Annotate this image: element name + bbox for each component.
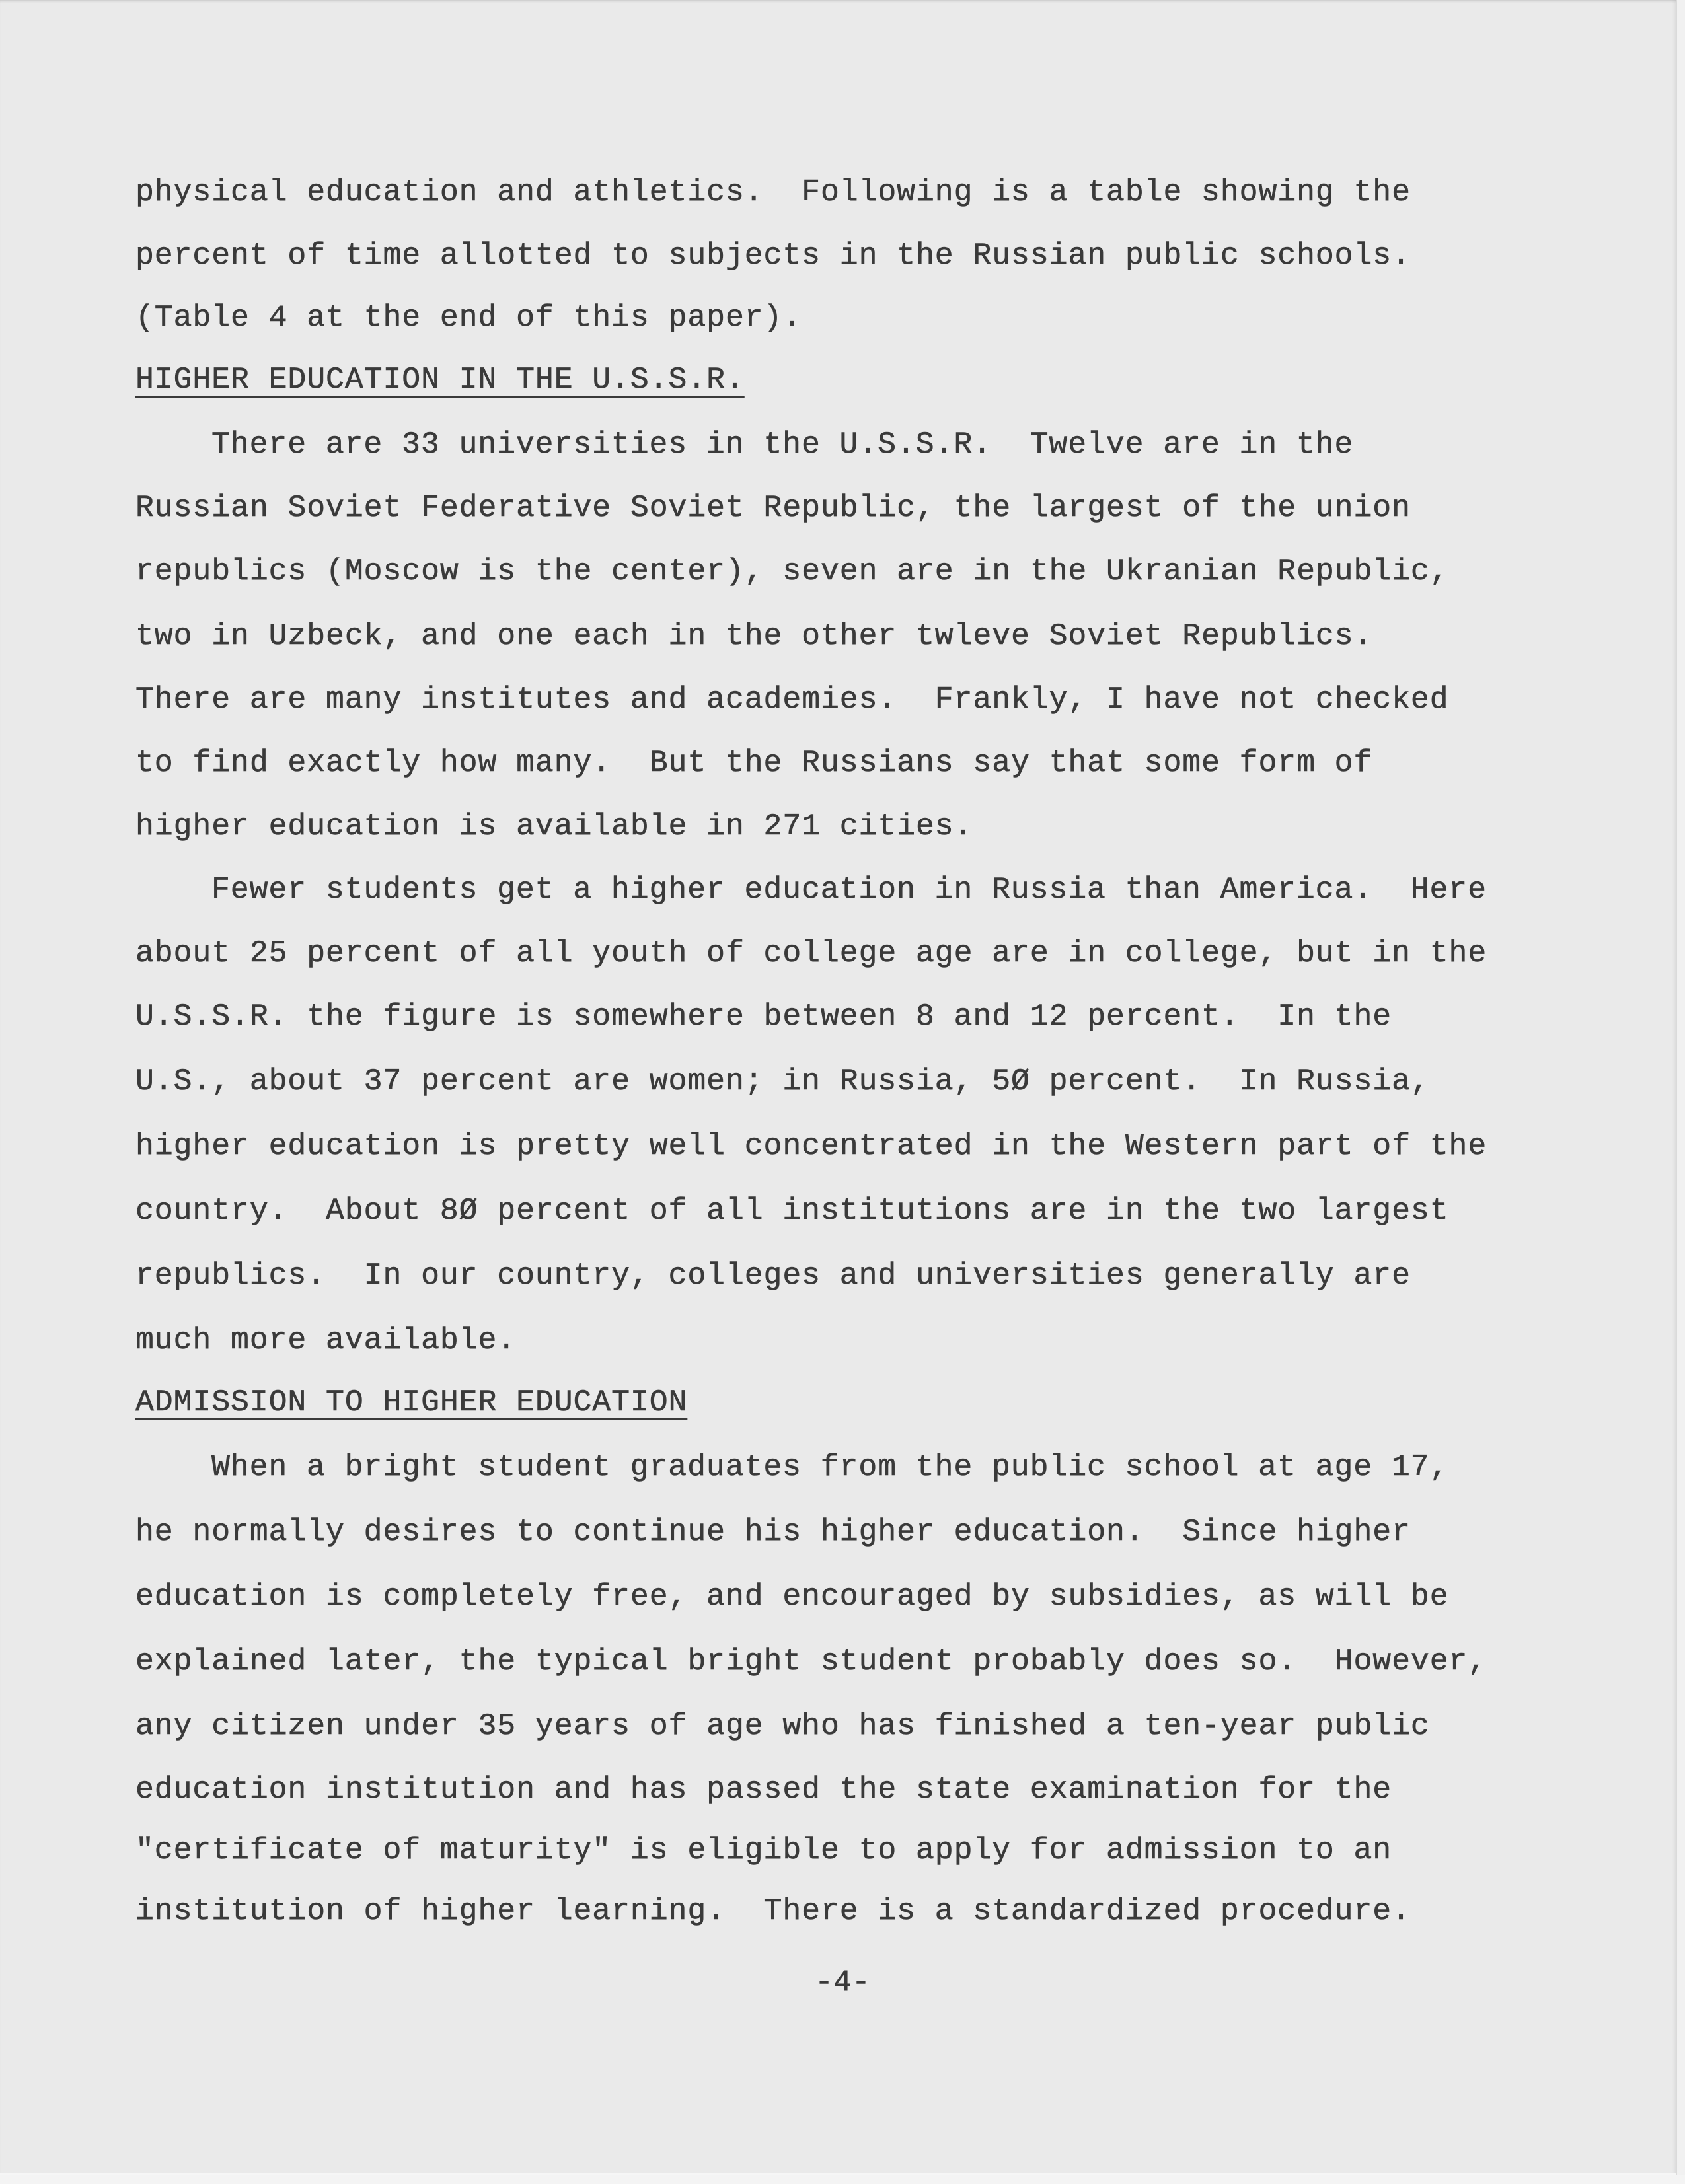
body-text-line: two in Uzbeck, and one each in the other twleve Soviet Republics. [135,618,1373,653]
body-text-line: any citizen under 35 years of age who has finished a ten-year public [135,1708,1430,1743]
body-text-line: country. About 8Ø percent of all institutions are in the two largest [135,1193,1449,1228]
body-text-line: percent of time allotted to subjects in the Russian public schools. [135,238,1411,273]
body-text-line: There are 33 universities in the U.S.S.R. Twelve are in the [211,427,1354,462]
body-text-line: Fewer students get a higher education in Russia than America. Here [211,872,1487,907]
body-text-line: "certificate of maturity" is eligible to apply for admission to an [135,1833,1392,1868]
section-heading-admission: ADMISSION TO HIGHER EDUCATION [135,1385,688,1420]
body-text-line: Russian Soviet Federative Soviet Republic, the largest of the union [135,490,1411,525]
section-heading-higher-education: HIGHER EDUCATION IN THE U.S.S.R. [135,362,745,397]
page-number: -4- [815,1965,870,2000]
body-text-line: he normally desires to continue his higher education. Since higher [135,1514,1411,1549]
body-text-line: higher education is available in 271 cities. [135,809,973,844]
body-text-line: republics. In our country, colleges and universities generally are [135,1258,1411,1293]
body-text-line: physical education and athletics. Following is a table showing the [135,174,1411,209]
body-text-line: U.S., about 37 percent are women; in Russia, 5Ø percent. In Russia, [135,1064,1430,1099]
body-text-line: When a bright student graduates from the public school at age 17, [211,1449,1449,1484]
body-text-line: institution of higher learning. There is a standardized procedure. [135,1893,1411,1928]
body-text-line: about 25 percent of all youth of college age are in college, but in the [135,935,1487,970]
body-text-line: much more available. [135,1323,517,1358]
body-text-line: There are many institutes and academies. Frankly, I have not checked [135,682,1449,717]
body-text-line: to find exactly how many. But the Russians say that some form of [135,745,1373,780]
body-text-line: higher education is pretty well concentrated in the Western part of the [135,1128,1487,1163]
body-text-line: republics (Moscow is the center), seven are in the Ukranian Republic, [135,554,1449,589]
body-text-line: education is completely free, and encouraged by subsidies, as will be [135,1579,1449,1614]
body-text-line: (Table 4 at the end of this paper). [135,300,802,335]
page-edge-bottom [0,2175,1685,2184]
body-text-line: explained later, the typical bright student probably does so. However, [135,1644,1487,1679]
page-edge-right [1676,0,1685,2184]
body-text-line: U.S.S.R. the figure is somewhere between 8 and 12 percent. In the [135,999,1392,1034]
body-text-line: education institution and has passed the state examination for the [135,1772,1392,1807]
